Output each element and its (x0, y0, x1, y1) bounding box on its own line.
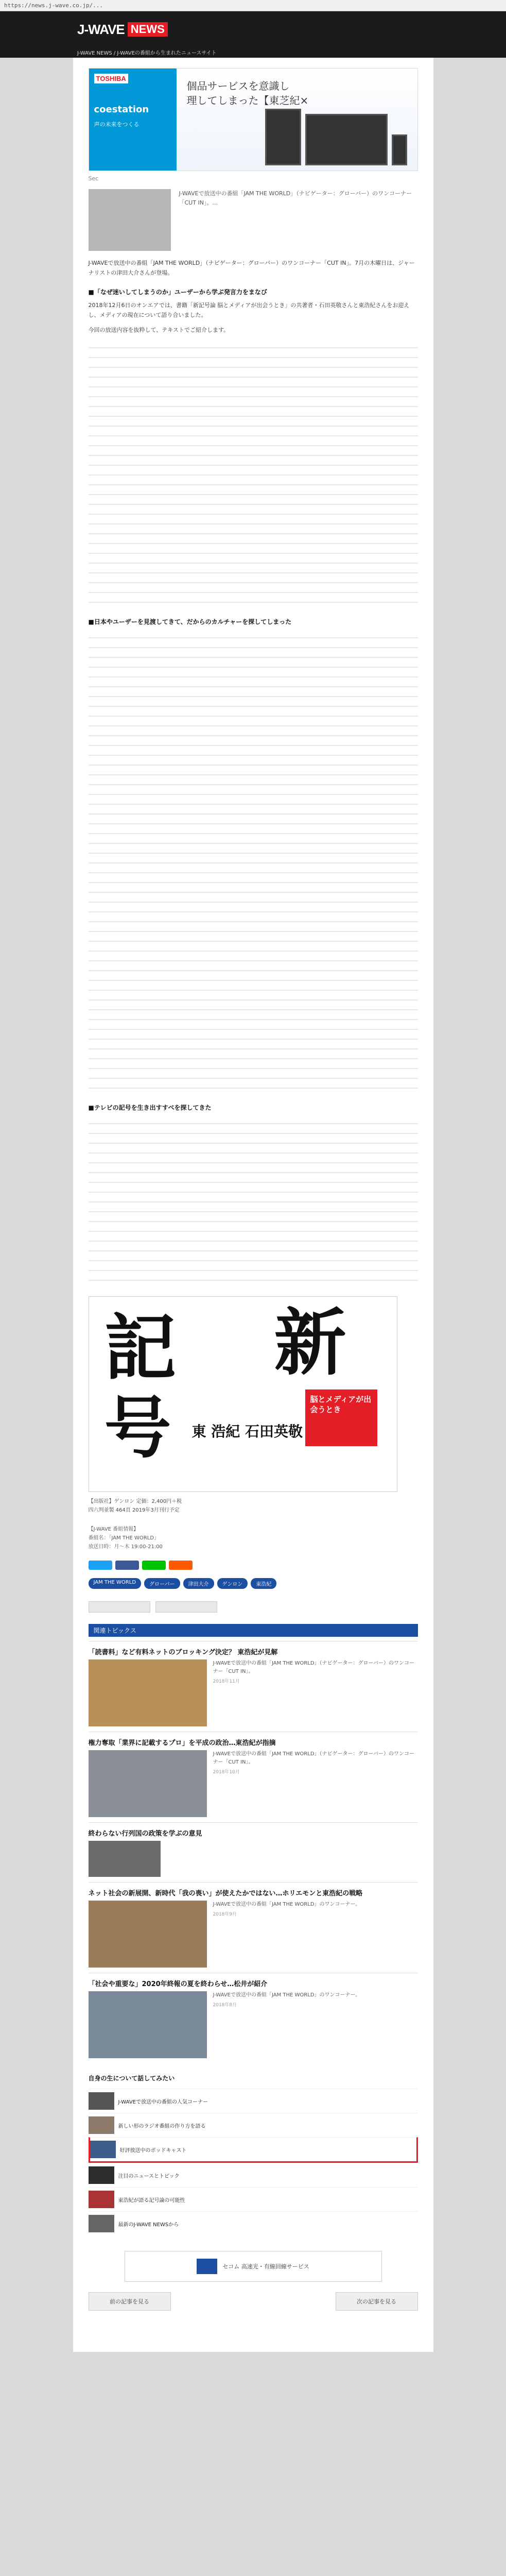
news-title[interactable]: ネット社会の新展開、新時代「我の喪い」が使えたかではない…ホリエモンと東浩紀の戦略 (88, 1890, 363, 1898)
ad-headline: 個品サービスを意識し 理してしまった【東芝紀× (186, 80, 309, 107)
follow-button[interactable] (89, 1601, 150, 1613)
footer-ad-text: セコム 高速光・有線回線サービス (222, 2263, 309, 2270)
news-item[interactable] (89, 1882, 418, 1973)
mini-title[interactable]: J-WAVEで放送中の番組の人気コーナー (118, 2099, 208, 2105)
article-paragraph: 今回の放送内容を抜粋して、テキストでご紹介します。 (88, 327, 230, 333)
mini-title[interactable]: 東浩紀が語る記号論の可能性 (118, 2197, 185, 2204)
lead-block (89, 189, 418, 251)
article-text-block (89, 630, 418, 1094)
mini-title[interactable]: 注目のニュースとトピック (118, 2173, 180, 2179)
ad-right-panel (177, 69, 417, 171)
cover-authors: 東 浩紀 石田英敬 (191, 1423, 303, 1440)
section-label: Sec (88, 175, 99, 182)
ad-product: coestation (94, 104, 149, 115)
news-date: 2018年11月 (213, 1679, 240, 1685)
share-facebook-icon[interactable] (115, 1561, 139, 1570)
cover-char-go: 号 (104, 1388, 171, 1468)
site-logo[interactable] (77, 22, 168, 38)
article-text-block (89, 340, 418, 608)
mini-item-highlighted[interactable] (89, 2137, 418, 2163)
ad-sub: 声の未来をつくる (94, 121, 139, 128)
cover-char-ki: 記 (104, 1306, 177, 1391)
tag-item[interactable]: 津田大介 (183, 1578, 214, 1589)
news-thumbnail[interactable] (89, 1991, 207, 2058)
article-subheading: ■「なぜ迷いしてしまうのか」ユーザーから学ぶ発言力をまなび (88, 288, 267, 296)
program-info (89, 1525, 418, 1551)
article-subheading: ■日本やユーザーを見渡してきて、だからのカルチャーを探してしまった (88, 618, 292, 626)
share-hatena-icon[interactable] (169, 1561, 193, 1570)
article-pager (89, 2292, 418, 2311)
news-date: 2018年10月 (213, 1770, 240, 1775)
news-thumbnail[interactable] (89, 1841, 161, 1877)
article-body (89, 258, 418, 1286)
prev-article-button[interactable]: 前の記事を見る (89, 2292, 171, 2311)
logo-jwave: J-WAVE (77, 21, 125, 37)
device-phone-icon (392, 134, 407, 165)
mini-item[interactable] (89, 2113, 418, 2137)
mini-list (89, 2089, 418, 2235)
lead-thumbnail (89, 189, 171, 251)
device-tablet-icon (265, 109, 301, 165)
action-buttons (89, 1601, 418, 1613)
article-text-block (89, 1116, 418, 1286)
small-heading: 自身の生について話してみたい (89, 2072, 418, 2084)
mini-item[interactable] (89, 2187, 418, 2211)
news-item[interactable] (89, 1732, 418, 1822)
article-subheading: ■テレビの記号を生き出すすべを探してきた (88, 1104, 212, 1112)
news-thumbnail[interactable] (89, 1901, 207, 1968)
tag-item[interactable]: ゲンロン (217, 1578, 248, 1589)
program-source: 【J-WAVE 番組情報】 (88, 1527, 139, 1533)
tag-item[interactable]: 東浩紀 (251, 1578, 276, 1589)
url-bar[interactable]: https://news.j-wave.co.jp/... (0, 0, 506, 11)
share-line-icon[interactable] (142, 1561, 166, 1570)
news-text: J-WAVEで放送中の番組「JAM THE WORLD」（ナビゲーター：グローバー）のワンコーナー「CUT IN」。 (213, 1751, 415, 1766)
footer-ad[interactable] (125, 2251, 382, 2282)
share-twitter-icon[interactable] (89, 1561, 112, 1570)
article-paragraph: J-WAVEで放送中の番組「JAM THE WORLD」（ナビゲーター：グローバー）のワンコーナー「CUT IN」。7月の木曜日は、ジャーナリストの津田大介さんが登場。 (88, 260, 415, 277)
mini-item[interactable] (89, 2211, 418, 2235)
news-title[interactable]: 終わらない行列国の政策を学ぶの意見 (88, 1830, 202, 1838)
device-laptop-icon (305, 114, 388, 165)
news-text: J-WAVEで放送中の番組「JAM THE WORLD」（ナビゲーター：グローバー）のワンコーナー「CUT IN」。 (213, 1660, 415, 1675)
mini-title[interactable]: 好評放送中のポッドキャスト (119, 2147, 187, 2154)
site-header (0, 11, 506, 47)
site-tagline: J-WAVE NEWS / J-WAVEの番組から生まれたニュースサイト (0, 47, 506, 58)
cover-char-shin: 新 (274, 1301, 346, 1386)
share-buttons (89, 1561, 418, 1570)
tag-item[interactable]: JAM THE WORLD (89, 1578, 142, 1589)
book-cover[interactable] (89, 1296, 397, 1492)
logo-news: NEWS (128, 22, 168, 37)
news-item[interactable] (89, 1641, 418, 1732)
program-time: 放送日時：月〜木 19:00-21:00 (88, 1544, 163, 1550)
lead-text: J-WAVEで放送中の番組「JAM THE WORLD」（ナビゲーター：グローバー）のワンコーナー「CUT IN」。... (179, 190, 412, 206)
main-column (73, 58, 433, 2352)
related-heading: 関連トピックス (89, 1624, 418, 1637)
mini-thumbnail (89, 2191, 114, 2208)
tag-list (89, 1578, 418, 1589)
ad-toshiba-logo: TOSHIBA (94, 74, 128, 83)
news-item[interactable] (89, 1973, 418, 2063)
mini-item[interactable] (89, 2163, 418, 2187)
mini-thumbnail (90, 2141, 116, 2158)
news-title[interactable]: 「読書料」など有料ネットのブロッキング決定？ 東浩紀が見解 (88, 1649, 278, 1657)
mini-thumbnail (89, 2215, 114, 2232)
news-title[interactable]: 「社会や重要な」2020年終報の夏を終わらせ…松井が紹介 (88, 1980, 268, 1989)
news-text: J-WAVEで放送中の番組「JAM THE WORLD」のワンコーナー。 (213, 1992, 361, 1998)
cover-red-label: 脳とメディアが出会うとき (305, 1389, 377, 1446)
subscribe-button[interactable] (155, 1601, 217, 1613)
program-name: 番組名：「JAM THE WORLD」 (88, 1535, 160, 1541)
article-paragraph: 2018年12月6日のオンエアでは、書籍「新記号論 脳とメディアが出会うとき」の共著者・石田英敬さんと東浩紀さんをお迎えし、メディアの現在について語り合いました。 (88, 301, 410, 318)
secom-logo-icon (197, 2259, 217, 2274)
news-date: 2018年8月 (213, 2003, 237, 2008)
news-title[interactable]: 権力奪取「業界に記載するプロ」を平成の政治…東浩紀が指摘 (88, 1739, 276, 1748)
news-thumbnail[interactable] (89, 1750, 207, 1817)
tag-item[interactable]: グローバー (144, 1578, 180, 1589)
book-section (89, 1296, 418, 1515)
mini-thumbnail (89, 2092, 114, 2110)
news-date: 2018年9月 (213, 1912, 237, 1918)
ad-devices (265, 109, 407, 165)
next-article-button[interactable]: 次の記事を見る (336, 2292, 418, 2311)
mini-item[interactable] (89, 2089, 418, 2113)
ad-left-panel (89, 69, 177, 171)
book-meta: 【出版社】ゲンロン 定価：2,400円＋税 四六判並製 464頁 2019年3月刊行予定 (88, 1499, 182, 1514)
mini-title[interactable]: 最新のJ-WAVE NEWSから (118, 2222, 179, 2228)
mini-thumbnail (89, 2116, 114, 2134)
news-text: J-WAVEで放送中の番組「JAM THE WORLD」のワンコーナー。 (213, 1902, 361, 1908)
mini-title[interactable]: 新しい形のラジオ番組の作り方を語る (118, 2123, 206, 2129)
mini-thumbnail (89, 2166, 114, 2184)
news-thumbnail[interactable] (89, 1659, 207, 1726)
top-ad[interactable] (89, 68, 418, 171)
news-item[interactable] (89, 1822, 418, 1882)
